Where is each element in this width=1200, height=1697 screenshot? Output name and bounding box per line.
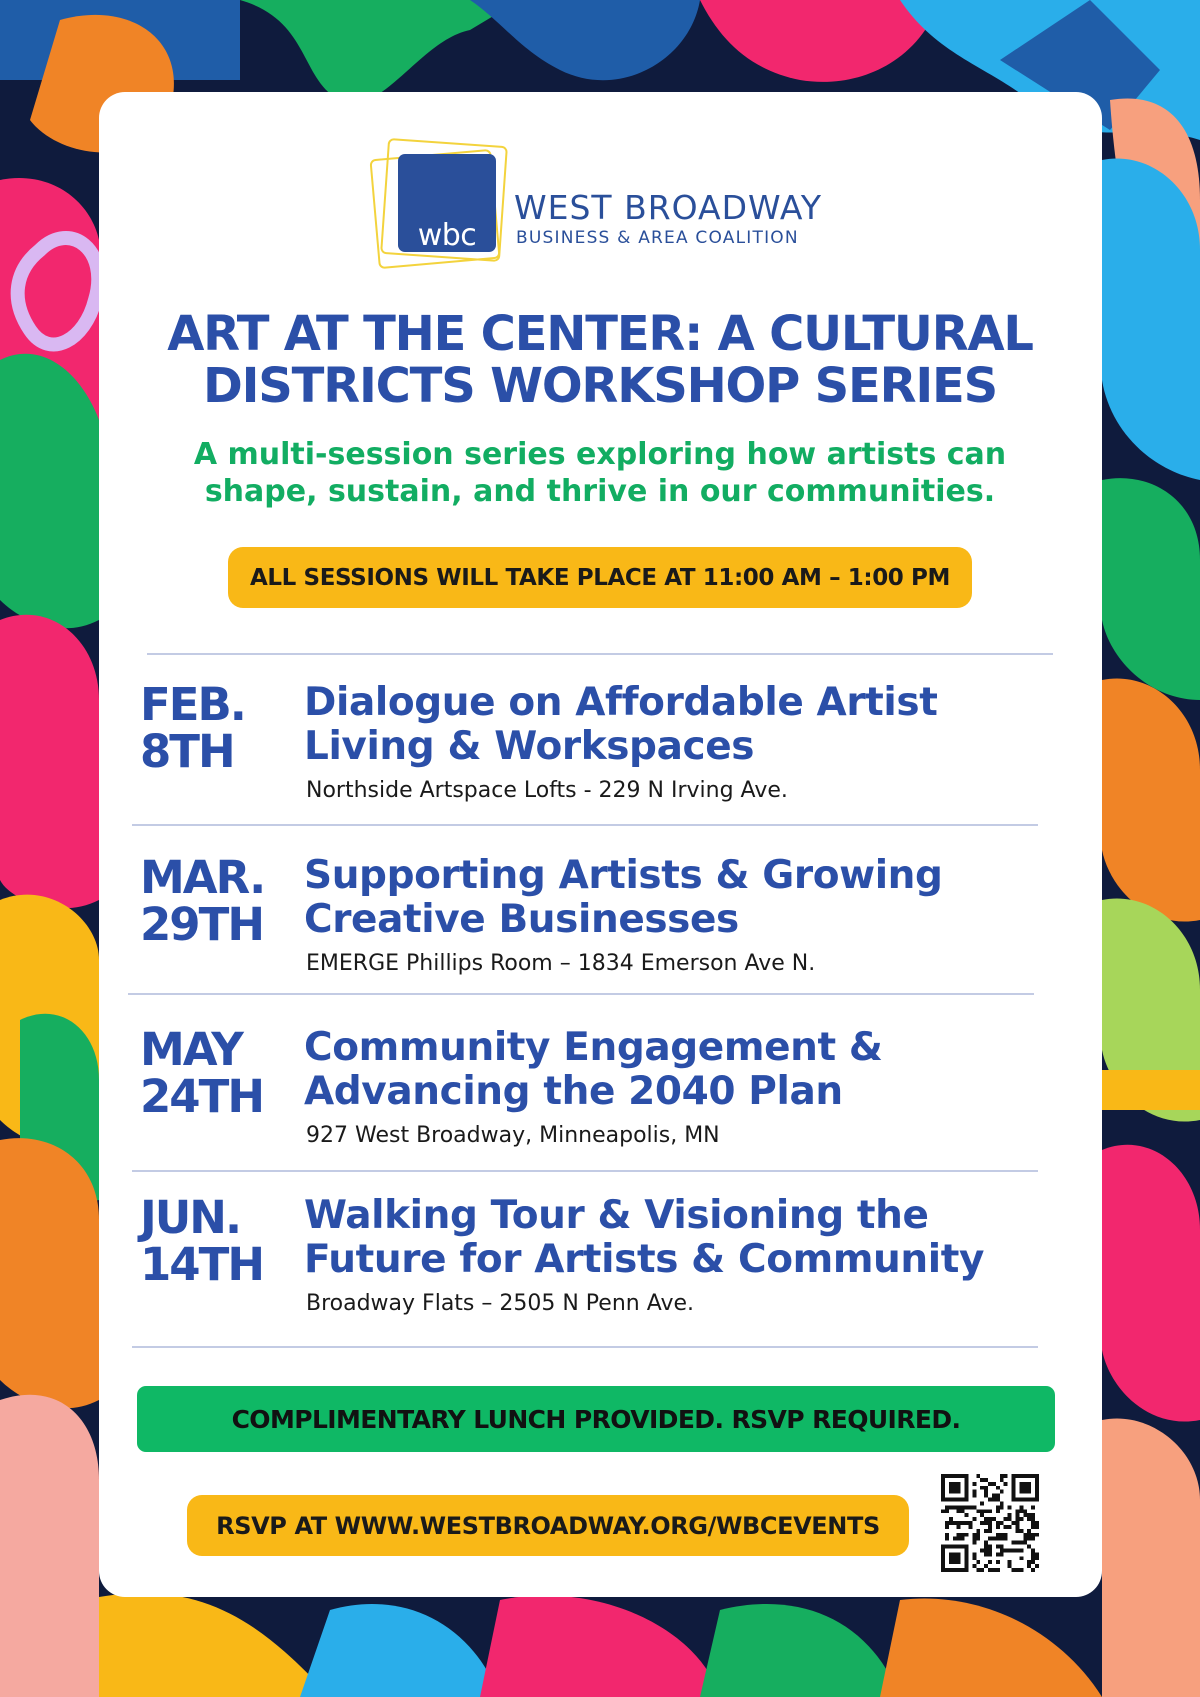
session-venue: Broadway Flats – 2505 N Penn Ave. <box>306 1291 695 1316</box>
session-item <box>0 678 1200 831</box>
lunch-banner: COMPLIMENTARY LUNCH PROVIDED. RSVP REQUIRED. <box>137 1386 1055 1452</box>
rsvp-link-pill[interactable]: RSVP AT WWW.WESTBROADWAY.ORG/WBCEVENTS <box>187 1495 909 1556</box>
organization-name: WEST BROADWAY <box>514 188 823 227</box>
session-item <box>0 1191 1200 1344</box>
divider <box>132 1170 1038 1172</box>
session-date <box>140 851 290 951</box>
wbc-logo <box>372 140 852 270</box>
session-item <box>0 1023 1200 1176</box>
session-time-pill: ALL SESSIONS WILL TAKE PLACE AT 11:00 AM – 1:00 PM <box>228 547 972 608</box>
session-date-day: 24TH <box>140 1070 263 1123</box>
session-date-month: FEB. <box>140 678 245 731</box>
session-date-day: 8TH <box>140 725 234 778</box>
session-date-month: MAY <box>140 1023 242 1076</box>
divider <box>147 653 1053 655</box>
divider <box>132 824 1038 826</box>
session-date-day: 29TH <box>140 898 263 951</box>
session-title: Dialogue on Affordable Artist Living & Workspaces <box>304 680 938 769</box>
session-venue: EMERGE Phillips Room – 1834 Emerson Ave N. <box>306 951 816 976</box>
session-title: Community Engagement & Advancing the 2040 Plan <box>304 1025 883 1114</box>
flyer-title: ART AT THE CENTER: A CULTURAL DISTRICTS WORKSHOP SERIES <box>167 306 1033 414</box>
session-title: Walking Tour & Visioning the Future for Artists & Community <box>304 1193 985 1282</box>
flyer-subtitle: A multi-session series exploring how artists can shape, sustain, and thrive in our communities. <box>193 437 1007 509</box>
session-item <box>0 851 1200 1004</box>
divider <box>128 993 1034 995</box>
organization-subtitle: BUSINESS & AREA COALITION <box>516 228 799 248</box>
session-date <box>140 678 290 778</box>
session-date <box>140 1191 290 1291</box>
divider <box>132 1346 1038 1348</box>
qr-code-icon[interactable] <box>941 1474 1039 1572</box>
session-date <box>140 1023 290 1123</box>
session-date-day: 14TH <box>140 1238 263 1291</box>
session-venue: Northside Artspace Lofts - 229 N Irving Ave. <box>306 778 788 803</box>
session-venue: 927 West Broadway, Minneapolis, MN <box>306 1123 720 1148</box>
session-date-month: MAR. <box>140 851 265 904</box>
logo-mark: wbc <box>417 218 477 253</box>
session-date-month: JUN. <box>140 1191 241 1244</box>
session-title: Supporting Artists & Growing Creative Businesses <box>304 853 943 942</box>
